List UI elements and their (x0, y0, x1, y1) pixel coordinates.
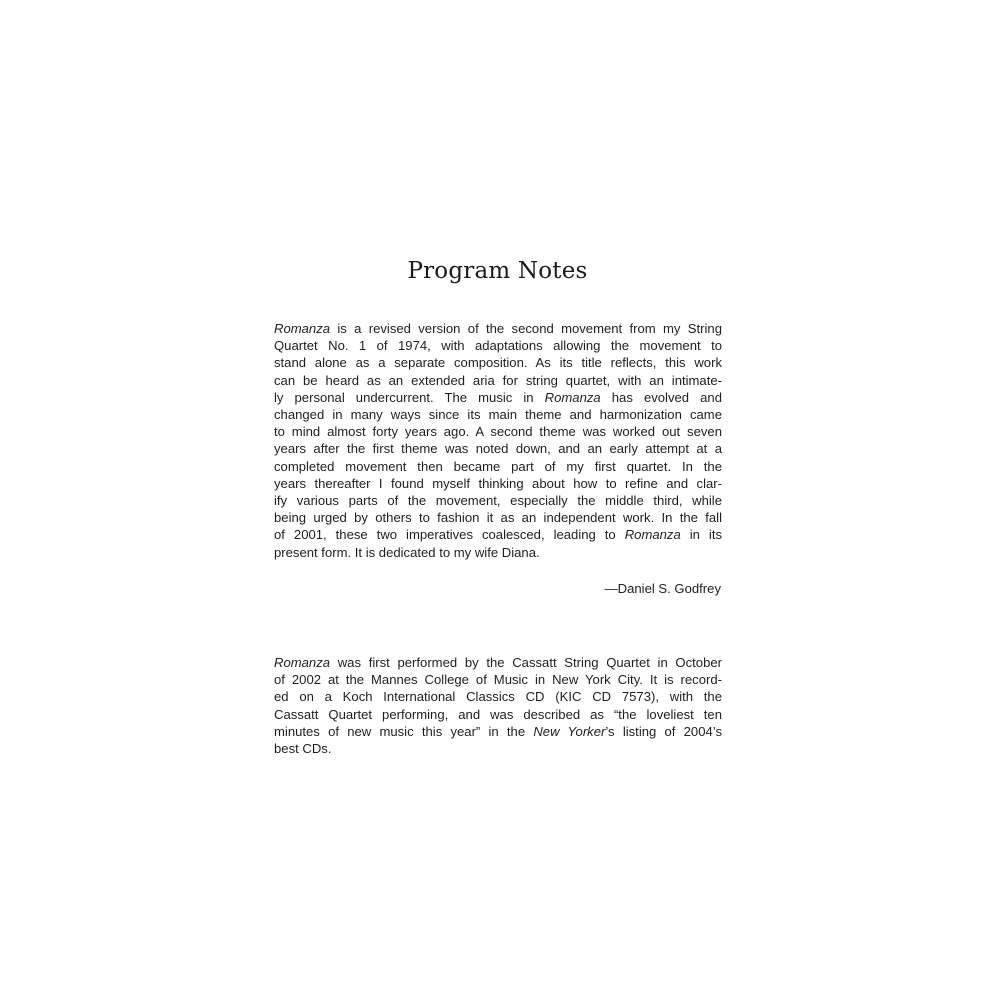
text-run: is a revised version of the second movement from my String (330, 321, 722, 336)
text-run: ed on a Koch International Classics CD (KIC CD 7573), with the (274, 689, 722, 705)
text-run: ly personal undercurrent. The music in (274, 389, 545, 405)
text-line (274, 688, 722, 705)
text-line (274, 509, 722, 526)
text-run: can be heard as an extended aria for string quartet, with an intimate- (274, 372, 722, 388)
text-line (274, 320, 722, 337)
text-line (274, 740, 722, 757)
program-notes-paragraph (274, 320, 722, 561)
text-run: of 2002 at the Mannes College of Music in New York City. It is record- (274, 672, 722, 688)
text-run: present form. It is dedicated to my wife Diana. (274, 544, 540, 560)
text-run: changed in many ways since its main theme and harmonization came (274, 407, 722, 423)
text-run: has evolved and (600, 389, 722, 405)
text-run: was first performed by the Cassatt String Quartet in October (330, 655, 722, 670)
text-line (274, 372, 722, 389)
italic-title-text: Romanza (274, 321, 331, 336)
text-run: Cassatt Quartet performing, and was described as “the loveliest ten (274, 706, 722, 722)
text-run: stand alone as a separate composition. As its title reflects, this work (274, 355, 722, 371)
text-line (274, 458, 722, 475)
text-line (274, 706, 722, 723)
author-signature: —Daniel S. Godfrey (604, 581, 721, 596)
text-line (274, 389, 722, 406)
text-line (274, 526, 722, 543)
text-run: completed movement then became part of my first quartet. In the (274, 458, 722, 474)
text-run: of 2001, these two imperatives coalesced, leading to (274, 527, 625, 543)
text-line (274, 475, 722, 492)
text-run: in its (680, 527, 723, 543)
text-run: years after the first theme was noted down, and an early attempt at a (274, 441, 722, 457)
text-line (274, 654, 722, 671)
text-line (274, 440, 722, 457)
text-line (274, 337, 722, 354)
text-line (274, 354, 722, 371)
italic-title-text: New Yorker (533, 723, 606, 739)
text-line (274, 544, 722, 561)
text-line (274, 492, 722, 509)
text-run: being urged by others to fashion it as an independent work. In the fall (274, 510, 722, 526)
text-line (274, 423, 722, 440)
text-line (274, 671, 722, 688)
italic-title-text: Romanza (544, 389, 601, 405)
text-run: minutes of new music this year” in the (274, 723, 534, 739)
italic-title-text: Romanza (624, 527, 681, 543)
text-run: Quartet No. 1 of 1974, with adaptations allowing the movement to (274, 338, 722, 354)
text-run: ’s listing of 2004’s (605, 723, 722, 739)
text-run: ify various parts of the movement, especially the middle third, while (274, 493, 722, 509)
text-run: to mind almost forty years ago. A second theme was worked out seven (274, 424, 722, 440)
text-run: years thereafter I found myself thinking about how to refine and clar- (274, 475, 722, 491)
premiere-paragraph (274, 654, 722, 757)
italic-title-text: Romanza (274, 655, 331, 670)
text-line (274, 723, 722, 740)
text-run: best CDs. (274, 741, 332, 757)
text-line (274, 406, 722, 423)
page-title: Program Notes (407, 258, 588, 284)
